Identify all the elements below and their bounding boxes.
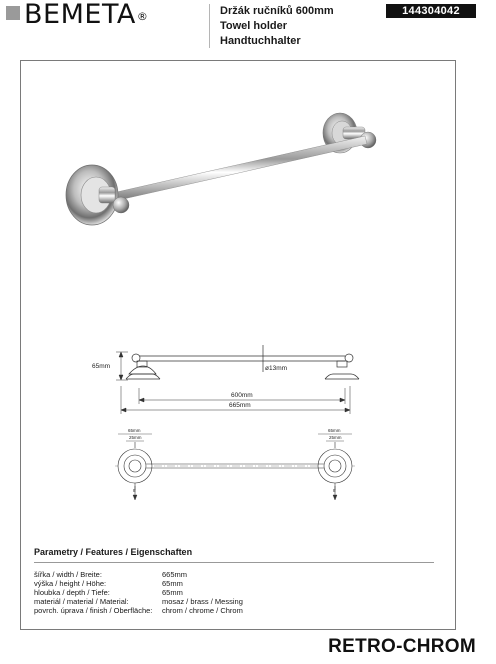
parameters-divider: [34, 562, 434, 563]
right-screw-spacing-label: 25mm: [329, 435, 342, 440]
left-depth-mark: 8: [133, 488, 136, 493]
front-view-drawing: [115, 442, 355, 500]
right-depth-mark: 8: [333, 488, 336, 493]
dim-height-label: 65mm: [92, 363, 111, 370]
param-row-width: šířka / width / Breite: 665mm: [34, 570, 188, 579]
right-rose-width-label: 65mm: [328, 428, 341, 433]
product-title-cz: Držák ručníků 600mm: [220, 5, 334, 17]
dim-total-length-label: 665mm: [229, 402, 251, 409]
side-elevation-drawing: [126, 345, 359, 379]
product-title-en: Towel holder: [220, 20, 288, 32]
param-row-material: materiál / material / Material: mosaz / brass / Messing: [34, 597, 243, 606]
dim-diameter-label: ø13mm: [265, 365, 288, 372]
left-rose-width-label: 65mm: [128, 428, 141, 433]
dim-inner-length-label: 600mm: [231, 392, 253, 399]
param-row-depth: hloubka / depth / Tiefe: 65mm: [34, 588, 183, 597]
product-photo: [66, 113, 376, 225]
brand-logo: BEMETA®: [24, 0, 149, 30]
parameters-heading: Parametry / Features / Eigenschaften: [34, 547, 193, 557]
front-view-dimensions: [118, 434, 352, 500]
left-screw-spacing-label: 25mm: [129, 435, 142, 440]
series-name: RETRO-CHROM: [328, 636, 476, 657]
param-row-height: výška / height / Höhe: 65mm: [34, 579, 183, 588]
param-row-finish: povrch. úprava / finish / Oberfläche: chrom / chrome / Chrom: [34, 606, 243, 615]
product-title-de: Handtuchhalter: [220, 35, 301, 47]
product-code-badge: 144304042: [386, 4, 476, 18]
